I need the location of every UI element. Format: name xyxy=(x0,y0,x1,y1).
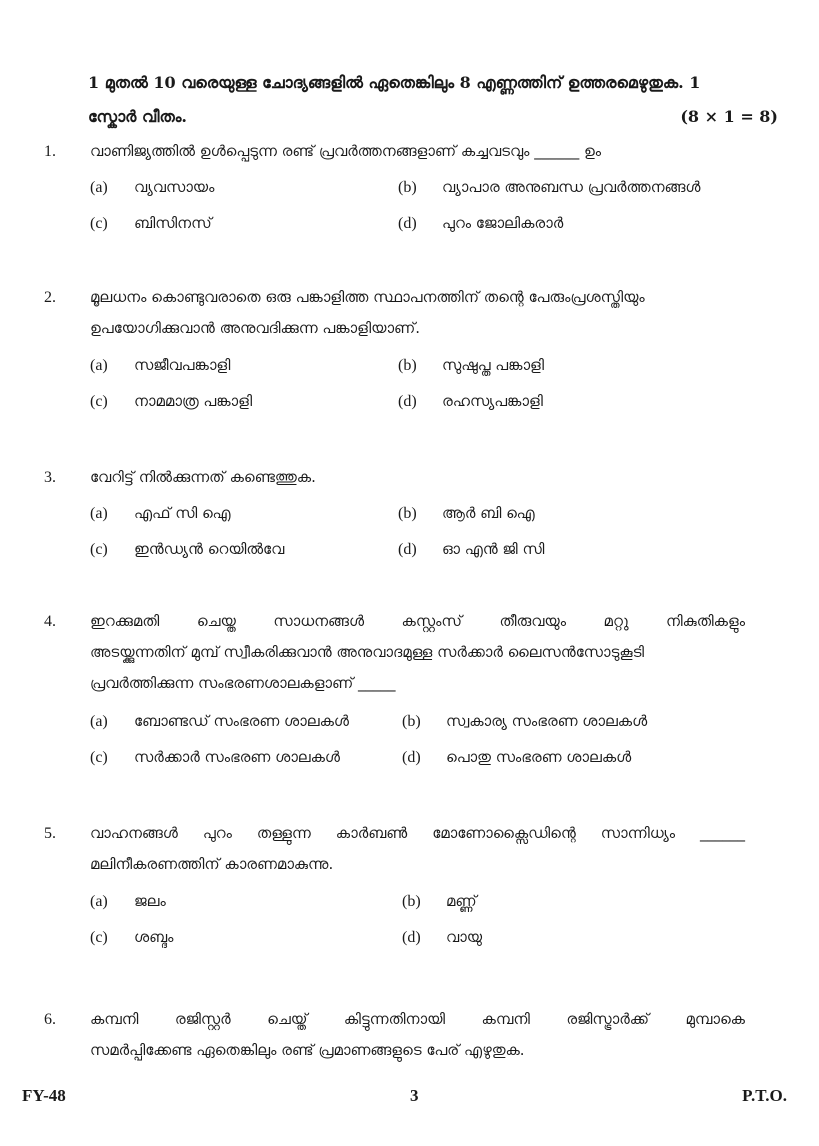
option-d xyxy=(402,744,631,771)
instructions-line-2: സ്കോർ വീതം. xyxy=(88,107,187,126)
question-line: സമർപ്പിക്കേണ്ട ഏതെങ്കിലും രണ്ട് പ്രമാണങ്ങളുടെ പേര് എഴുതുക. xyxy=(90,1041,525,1059)
option-label: (b) xyxy=(398,179,417,196)
option-text: വ്യവസായം xyxy=(134,178,215,196)
option-c xyxy=(90,536,284,563)
option-text: സ്വകാര്യ സംഭരണ ശാലകൾ xyxy=(446,712,648,730)
instructions-line-2-row xyxy=(88,100,778,134)
paper-code: FY-48 xyxy=(22,1086,66,1105)
option-a xyxy=(90,888,166,915)
question-number: 6. xyxy=(44,1011,56,1028)
option-c xyxy=(90,924,173,951)
option-label: (a) xyxy=(90,179,108,196)
question-line: ഉപയോഗിക്കുവാൻ അനുവദിക്കുന്ന പങ്കാളിയാണ്. xyxy=(90,319,421,337)
option-label: (c) xyxy=(90,929,108,946)
option-label: (d) xyxy=(398,393,417,410)
question-number: 2. xyxy=(44,289,56,306)
option-text: നാമമാത്ര പങ്കാളി xyxy=(134,392,253,410)
option-text: എഫ് സി ഐ xyxy=(134,504,231,522)
question-line: വേറിട്ട് നിൽക്കുന്നത് കണ്ടെത്തുക. xyxy=(90,468,316,486)
question-number: 1. xyxy=(44,143,56,160)
option-label: (a) xyxy=(90,713,108,730)
instructions-line-1: 1 മുതൽ 10 വരെയുള്ള ചോദ്യങ്ങളിൽ ഏതെങ്കിലും 8 എണ്ണത്തിന് ഉത്തരമെഴുതുക. 1 xyxy=(88,73,701,92)
option-c xyxy=(90,744,340,771)
option-text: ഓ എൻ ജി സി xyxy=(442,540,545,558)
option-d xyxy=(398,210,563,237)
option-text: ശബ്ദം xyxy=(134,928,174,946)
option-c xyxy=(90,388,252,415)
option-label: (d) xyxy=(402,749,421,766)
option-a xyxy=(90,708,349,735)
option-text: രഹസ്യപങ്കാളി xyxy=(442,392,543,410)
option-text: വായു xyxy=(446,928,483,946)
option-label: (d) xyxy=(402,929,421,946)
question-text xyxy=(90,462,745,493)
question-text xyxy=(90,136,745,167)
option-d xyxy=(402,924,482,951)
question-text xyxy=(90,1004,745,1066)
option-a xyxy=(90,352,230,379)
question-number: 4. xyxy=(44,613,56,630)
option-label: (b) xyxy=(402,893,421,910)
option-label: (b) xyxy=(402,713,421,730)
option-text: സർക്കാർ സംഭരണ ശാലകൾ xyxy=(134,748,340,766)
option-text: പൊതു സംഭരണ ശാലകൾ xyxy=(446,748,632,766)
option-b xyxy=(402,708,647,735)
option-label: (d) xyxy=(398,541,417,558)
question-number: 5. xyxy=(44,825,56,842)
marks-allocation: (8 × 1 = 8) xyxy=(680,107,778,126)
question-line: പ്രവർത്തിക്കുന്ന സംഭരണശാലകളാണ് _____ xyxy=(90,674,396,692)
option-text: സുഷുപ്ത പങ്കാളി xyxy=(442,356,544,374)
option-text: മണ്ണ് xyxy=(446,892,477,910)
question-line: മലിനീകരണത്തിന് കാരണമാകുന്നു. xyxy=(90,855,334,873)
option-b xyxy=(398,352,544,379)
option-label: (c) xyxy=(90,215,108,232)
option-label: (b) xyxy=(398,505,417,522)
option-a xyxy=(90,500,231,527)
question-line: വാഹനങ്ങൾ പുറം തള്ളുന്ന കാർബൺ മോണോക്സൈഡിന്റെ സാന്നിധ്യം ______ xyxy=(90,824,745,842)
question-line: അടയ്ക്കുന്നതിന് മുമ്പ് സ്വീകരിക്കുവാൻ അനുവാദമുള്ള സർക്കാർ ലൈസൻസോടുകൂടി xyxy=(90,643,645,661)
option-b xyxy=(398,500,535,527)
option-text: ഇൻഡ്യൻ റെയിൽവേ xyxy=(134,540,285,558)
question-number: 3. xyxy=(44,469,56,486)
question-line: വാണിജ്യത്തിൽ ഉൾപ്പെടുന്ന രണ്ട് പ്രവർത്തനങ്ങളാണ് കച്ചവടവും ______ ഉം xyxy=(90,142,602,160)
option-d xyxy=(398,536,544,563)
option-text: ബിസിനസ് xyxy=(134,214,212,232)
option-label: (a) xyxy=(90,505,108,522)
question-line: കമ്പനി രജിസ്റ്റർ ചെയ്ത് കിട്ടുന്നതിനായി കമ്പനി രജിസ്ട്രാർക്ക് മുമ്പാകെ xyxy=(90,1010,745,1028)
question-text xyxy=(90,818,745,880)
option-d xyxy=(398,388,543,415)
instructions xyxy=(88,66,778,134)
option-b xyxy=(398,174,701,201)
question-line: മൂലധനം കൊണ്ടുവരാതെ ഒരു പങ്കാളിത്ത സ്ഥാപനത്തിന് തന്റെ പേരുംപ്രശസ്തിയും xyxy=(90,288,645,306)
option-c xyxy=(90,210,212,237)
option-label: (c) xyxy=(90,749,108,766)
option-label: (a) xyxy=(90,893,108,910)
option-text: ജലം xyxy=(134,892,166,910)
option-text: ബോണ്ടഡ് സംഭരണ ശാലകൾ xyxy=(134,712,349,730)
option-b xyxy=(402,888,477,915)
option-text: വ്യാപാര അനുബന്ധ പ്രവർത്തനങ്ങൾ xyxy=(442,178,701,196)
page-number: 3 xyxy=(410,1086,419,1105)
pto-label: P.T.O. xyxy=(742,1086,787,1105)
question-text xyxy=(90,282,745,344)
option-text: സജീവപങ്കാളി xyxy=(134,356,231,374)
option-label: (a) xyxy=(90,357,108,374)
option-text: പുറം ജോലികരാർ xyxy=(442,214,564,232)
option-text: ആർ ബി ഐ xyxy=(442,504,535,522)
option-label: (c) xyxy=(90,541,108,558)
option-label: (c) xyxy=(90,393,108,410)
option-a xyxy=(90,174,214,201)
option-label: (d) xyxy=(398,215,417,232)
question-text xyxy=(90,606,745,699)
option-label: (b) xyxy=(398,357,417,374)
question-line: ഇറക്കുമതി ചെയ്ത സാധനങ്ങൾ കസ്റ്റംസ് തീരുവയും മറ്റു നികുതികളും xyxy=(90,612,745,630)
